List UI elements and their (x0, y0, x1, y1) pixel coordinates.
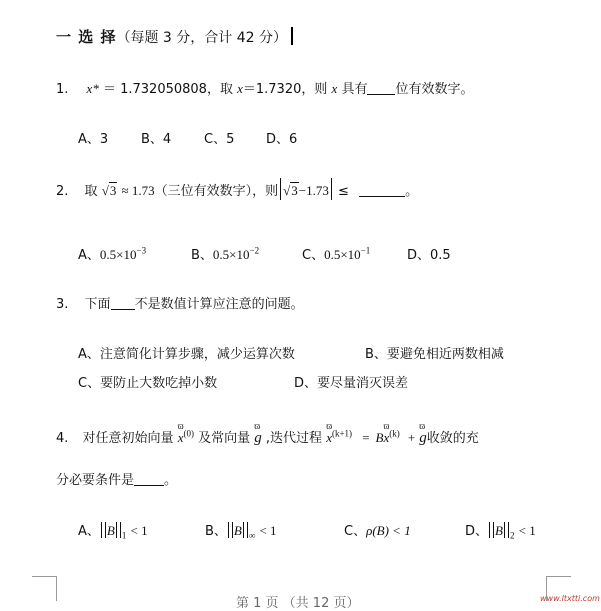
q4-b-rel: < 1 (259, 523, 277, 538)
q4-a-label: A、 (78, 524, 100, 539)
q4-a-rel: < 1 (130, 523, 148, 538)
q4-xk1 (326, 421, 333, 446)
q4-b-norm-right (243, 522, 248, 538)
q3-option-a[interactable]: A、注意简化计算步骤，减少运算次数 (78, 347, 295, 362)
q4-line2a: 分必要条件是 (56, 473, 135, 488)
q4-x0-vec-mark: ϖ (177, 421, 184, 431)
q4-x0-var: x (177, 430, 184, 445)
q4-xk1-var: x (326, 430, 332, 445)
q4-b-label: B、 (205, 524, 227, 539)
q2-b-value: 0.5×10 (212, 247, 250, 262)
q4-xk1-vec-mark: ϖ (326, 421, 333, 431)
q4-xk1-sup: (k+1) (331, 428, 353, 439)
q4-option-b[interactable] (205, 520, 277, 541)
q4-B: B (375, 430, 384, 445)
q2-b-exp: −2 (249, 245, 260, 256)
q2-b-label: B、 (191, 248, 213, 263)
q2-option-c[interactable] (302, 244, 370, 263)
question-4 (56, 421, 479, 447)
q4-x0 (177, 421, 184, 446)
q4-d-sub: 2 (509, 530, 515, 541)
q4-blank[interactable] (134, 484, 164, 486)
q4-g-vec-mark: ϖ (254, 421, 261, 431)
q1-option-c[interactable]: C、5 (204, 132, 235, 147)
q4-a-sub: 1 (121, 530, 127, 541)
q2-a-label: A、 (78, 248, 100, 263)
q3-blank[interactable] (111, 308, 135, 310)
q3-option-c[interactable]: C、要防止大数吃掉小数 (78, 376, 218, 391)
q2-option-d[interactable]: D、0.5 (407, 248, 451, 263)
question-3 (56, 293, 304, 312)
corner-mark-left (32, 576, 57, 601)
q4-g (254, 421, 262, 447)
q4-eq: = (362, 430, 370, 445)
q1-option-d[interactable]: D、6 (266, 132, 298, 147)
q3-option-b[interactable]: B、要避免相近两数相减 (365, 347, 504, 362)
q4-b-sub: ∞ (248, 530, 256, 541)
q4-plus: + (407, 430, 416, 445)
q2-le: ≤ (338, 184, 349, 199)
q2-option-b[interactable] (191, 244, 259, 263)
q1-x: x (237, 81, 243, 96)
text-cursor (291, 27, 293, 45)
q2-c-value: 0.5×10 (324, 247, 361, 262)
q4-d-label: D、 (465, 524, 489, 539)
q2-period: 。 (405, 184, 419, 199)
q4-xk-var: x (383, 430, 390, 445)
q2-number: 2. (56, 184, 69, 199)
q2-radicand2: 3 (291, 183, 298, 198)
q2-approx: ≈ 1.73 (121, 183, 155, 198)
q4-a-B: B (106, 523, 115, 538)
q4-number: 4. (56, 431, 69, 446)
q3-pre: 下面 (84, 297, 111, 312)
q4-t2: 及常向量 (198, 431, 251, 446)
q2-abs-right (331, 178, 332, 200)
question-2 (56, 178, 418, 200)
section-note: （每题 3 分，合计 42 分） (116, 30, 287, 46)
q1-tail2: 位有效数字。 (395, 82, 474, 97)
q4-c-rho: ρ(B) < 1 (366, 523, 411, 538)
q1-number: 1. (56, 82, 69, 97)
q2-c-label: C、 (302, 248, 325, 263)
q4-g2-vec-mark: ϖ (419, 421, 426, 431)
q4-option-a[interactable] (78, 520, 148, 541)
q4-option-c[interactable] (344, 520, 411, 539)
q1-tail1: 具有 (341, 82, 368, 97)
q1-value: ＝1.7320，则 (242, 82, 328, 97)
q4-d-norm-left (489, 522, 494, 538)
q3-number: 3. (56, 297, 69, 312)
q2-abs-left (280, 178, 281, 200)
section-heading: 一 选 择 (56, 28, 117, 46)
q4-xk-sup: (k) (389, 428, 400, 439)
q1-x-star: x* (86, 81, 99, 96)
q2-sqrt2: √3 (283, 183, 298, 198)
q3-post: 不是数值计算应注意的问题。 (134, 297, 304, 312)
q4-t1: 对任意初始向量 (82, 431, 174, 446)
q1-blank[interactable] (367, 93, 395, 95)
q4-xk (383, 421, 390, 446)
q4-option-d[interactable] (465, 520, 536, 541)
q4-c-label: C、 (344, 524, 367, 539)
q4-d-B: B (495, 523, 503, 538)
q4-xk-vec-mark: ϖ (383, 421, 390, 431)
q4-line2b: 。 (164, 473, 178, 488)
watermark: www.ltxtti.com (540, 594, 600, 603)
q2-blank[interactable] (359, 195, 405, 197)
q4-b-B: B (233, 523, 242, 538)
q2-c-exp: −1 (360, 245, 371, 256)
q2-a-exp: −3 (136, 245, 147, 256)
q4-x0-sup: (0) (183, 428, 194, 439)
q2-minus: −1.73 (298, 183, 329, 198)
q4-line2 (56, 469, 177, 488)
q4-t3: ,迭代过程 (265, 431, 323, 446)
q2-a-value: 0.5×10 (99, 247, 137, 262)
q4-g2-var: g (419, 430, 427, 446)
q1-x2: x (331, 81, 338, 96)
q4-t4: 收敛的充 (426, 431, 479, 446)
q1-equals: ＝ 1.732050808，取 (102, 82, 233, 97)
q1-option-b[interactable]: B、4 (141, 132, 172, 147)
section-title (56, 26, 293, 47)
q2-radicand: 3 (109, 183, 117, 198)
q3-option-d[interactable]: D、要尽量消灭误差 (294, 376, 409, 391)
q4-g-var: g (254, 430, 262, 446)
question-1 (56, 78, 473, 97)
page-footer: 第 1 页 （共 12 页） (236, 596, 360, 611)
q2-option-a[interactable] (78, 244, 146, 263)
q4-g2 (419, 421, 427, 447)
q2-sqrt: √3 (101, 183, 117, 198)
q4-d-rel: < 1 (518, 523, 536, 538)
q2-take: 取 (84, 184, 98, 199)
q2-paren: （三位有效数字），则 (154, 184, 279, 199)
q4-a-norm-left (101, 522, 106, 538)
q1-option-a[interactable]: A、3 (78, 132, 109, 147)
q4-d-norm-right (504, 522, 509, 538)
q4-a-norm-right (116, 522, 121, 538)
q4-b-norm-left (228, 522, 233, 538)
